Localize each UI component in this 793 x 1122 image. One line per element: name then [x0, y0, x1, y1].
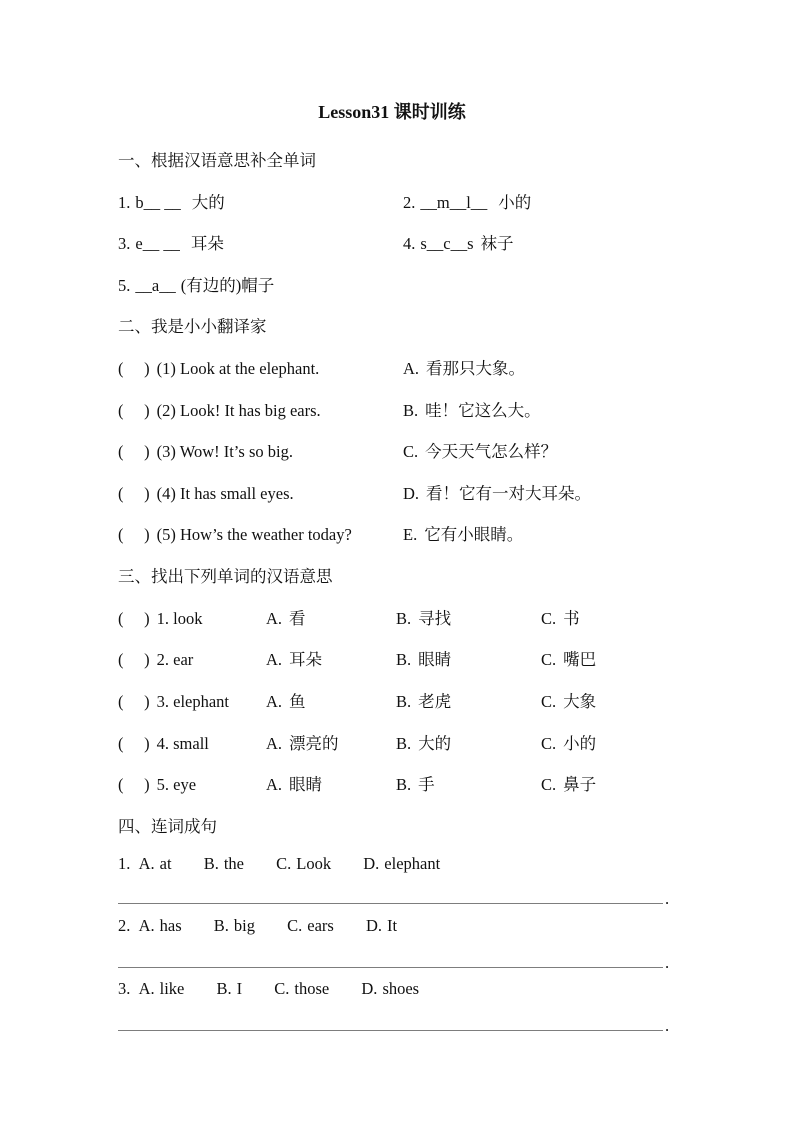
option-label: A. [266, 609, 283, 628]
answer-bracket: ( ) [118, 650, 150, 669]
write-line [118, 958, 663, 968]
option-text: 漂亮的 [289, 734, 339, 753]
item-number: 2. [403, 193, 416, 212]
translate-option [403, 441, 557, 463]
option-word: big [233, 916, 255, 935]
word-meaning: 袜子 [480, 234, 514, 253]
translate-option [403, 524, 523, 546]
section2-heading: 二、我是小小翻译家 [118, 317, 267, 336]
option-text: 鱼 [289, 692, 306, 711]
option-label: B. [396, 734, 412, 753]
answer-bracket: ( ) [118, 484, 150, 503]
option-label: C. [274, 979, 290, 998]
chinese-translation: 它有小眼睛。 [424, 525, 524, 544]
option-word: those [294, 979, 330, 998]
option-label: A. [138, 916, 155, 935]
option-label: C. [541, 650, 557, 669]
option-label: C. [541, 609, 557, 628]
option-text: 寻找 [418, 609, 452, 628]
word-option-d [366, 916, 397, 935]
option-text: 嘴巴 [563, 650, 597, 669]
choice-a [266, 691, 306, 713]
option-label: B. [403, 401, 419, 420]
arrange-row-1 [118, 853, 678, 875]
option-label: B. [396, 692, 412, 711]
translate-option [403, 358, 525, 380]
line-period: . [665, 1016, 670, 1035]
option-label: C. [541, 734, 557, 753]
item-number: 4. [403, 234, 416, 253]
answer-line-3 [118, 1016, 669, 1036]
translate-sentence [118, 441, 293, 463]
fill-item-2 [403, 192, 531, 214]
fill-item-1 [118, 192, 225, 214]
section4-heading: 四、连词成句 [118, 817, 217, 836]
word-option-d [363, 854, 440, 873]
option-text: 小的 [563, 734, 597, 753]
choice-a [266, 608, 306, 630]
section1-heading: 一、根据汉语意思补全单词 [118, 151, 316, 170]
vocab-item [118, 733, 209, 755]
option-label: D. [361, 979, 378, 998]
fill-blank-word: s__c__s [420, 234, 474, 253]
option-text: 大的 [418, 734, 452, 753]
vocab-word: 3. elephant [156, 692, 230, 711]
option-word: like [159, 979, 185, 998]
answer-bracket: ( ) [118, 692, 150, 711]
vocab-item [118, 608, 202, 630]
option-text: 眼睛 [418, 650, 452, 669]
english-sentence: (5) How’s the weather today? [156, 525, 352, 544]
option-word: has [159, 916, 182, 935]
chinese-translation: 看！它有一对大耳朵。 [426, 484, 592, 503]
option-word: It [387, 916, 398, 935]
option-label: B. [216, 979, 232, 998]
option-word: at [159, 854, 172, 873]
option-label: C. [403, 442, 419, 461]
translate-option [403, 400, 541, 422]
word-option-a [139, 979, 185, 998]
translate-sentence [118, 524, 352, 546]
fill-blank-word: __a__ [135, 276, 176, 295]
section3-heading: 三、找出下列单词的汉语意思 [118, 567, 333, 586]
option-label: E. [403, 525, 418, 544]
option-label: A. [266, 775, 283, 794]
choice-c [541, 733, 596, 755]
choice-a [266, 649, 322, 671]
arrange-row-3 [118, 978, 678, 1000]
option-label: A. [138, 979, 155, 998]
option-text: 看 [289, 609, 306, 628]
vocab-item [118, 774, 196, 796]
option-label: D. [403, 484, 420, 503]
option-label: C. [541, 775, 557, 794]
word-option-a [139, 916, 182, 935]
choice-b [396, 649, 451, 671]
line-period: . [665, 953, 670, 972]
word-meaning: 大的 [191, 193, 225, 212]
english-sentence: (3) Wow! It’s so big. [156, 442, 293, 461]
option-label: D. [365, 916, 383, 935]
option-word: elephant [384, 854, 441, 873]
item-number: 1. [118, 193, 131, 212]
choice-c [541, 691, 596, 713]
word-option-c [274, 979, 329, 998]
word-option-a [139, 854, 172, 873]
item-number: 2. [118, 916, 131, 935]
option-word: shoes [382, 979, 420, 998]
choice-b [396, 774, 435, 796]
item-number: 3. [118, 979, 131, 998]
arrange-row-2 [118, 915, 678, 937]
translate-option [403, 483, 591, 505]
vocab-word: 5. eye [156, 775, 197, 794]
vocab-word: 4. small [156, 734, 209, 753]
write-line [118, 894, 663, 904]
word-option-b [204, 854, 244, 873]
option-label: B. [396, 775, 412, 794]
word-meaning: (有边的)帽子 [180, 276, 275, 295]
translate-sentence [118, 400, 321, 422]
choice-a [266, 774, 322, 796]
chinese-translation: 看那只大象。 [426, 359, 526, 378]
fill-item-4 [403, 233, 514, 255]
option-word: I [236, 979, 243, 998]
word-option-d [361, 979, 419, 998]
choice-b [396, 608, 451, 630]
chinese-translation: 哇！它这么大。 [425, 401, 541, 420]
option-text: 大象 [563, 692, 597, 711]
english-sentence: (4) It has small eyes. [156, 484, 294, 503]
translate-sentence [118, 358, 319, 380]
option-text: 手 [418, 775, 435, 794]
answer-bracket: ( ) [118, 359, 150, 378]
option-label: A. [138, 854, 155, 873]
option-label: A. [266, 734, 283, 753]
answer-bracket: ( ) [118, 609, 150, 628]
word-meaning: 耳朵 [190, 234, 224, 253]
answer-bracket: ( ) [118, 734, 150, 753]
option-text: 耳朵 [289, 650, 323, 669]
option-label: A. [266, 650, 283, 669]
option-word: Look [296, 854, 332, 873]
option-text: 书 [563, 609, 580, 628]
option-text: 眼睛 [289, 775, 323, 794]
option-label: D. [363, 854, 380, 873]
answer-bracket: ( ) [118, 525, 150, 544]
answer-line-1 [118, 889, 669, 909]
word-option-b [217, 979, 243, 998]
choice-b [396, 691, 451, 713]
choice-c [541, 649, 596, 671]
english-sentence: (2) Look! It has big ears. [156, 401, 321, 420]
option-label: C. [287, 916, 303, 935]
fill-item-5 [118, 275, 274, 297]
option-label: A. [266, 692, 283, 711]
fill-blank-word: e__ __ [135, 234, 180, 253]
option-label: C. [276, 854, 292, 873]
vocab-word: 2. ear [156, 650, 194, 669]
page-title: Lesson31 课时训练 [318, 102, 466, 122]
answer-line-2 [118, 953, 669, 973]
item-number: 3. [118, 234, 131, 253]
english-sentence: (1) Look at the elephant. [156, 359, 320, 378]
option-word: the [223, 854, 244, 873]
vocab-item [118, 691, 229, 713]
option-label: A. [403, 359, 420, 378]
fill-item-3 [118, 233, 224, 255]
word-option-c [276, 854, 331, 873]
option-label: B. [213, 916, 229, 935]
choice-b [396, 733, 451, 755]
option-label: B. [203, 854, 219, 873]
fill-blank-word: b__ __ [135, 193, 181, 212]
answer-bracket: ( ) [118, 442, 150, 461]
option-label: C. [541, 692, 557, 711]
option-text: 鼻子 [563, 775, 597, 794]
fill-blank-word: __m__l__ [420, 193, 488, 212]
answer-bracket: ( ) [118, 401, 150, 420]
choice-a [266, 733, 339, 755]
vocab-item [118, 649, 193, 671]
translate-sentence [118, 483, 294, 505]
write-line [118, 1021, 663, 1031]
word-option-c [287, 916, 334, 935]
word-meaning: 小的 [498, 193, 532, 212]
option-label: B. [396, 650, 412, 669]
choice-c [541, 608, 580, 630]
word-option-b [214, 916, 255, 935]
choice-c [541, 774, 596, 796]
option-word: ears [307, 916, 334, 935]
chinese-translation: 今天天气怎么样？ [425, 442, 558, 461]
item-number: 1. [118, 854, 131, 873]
option-label: B. [396, 609, 412, 628]
answer-bracket: ( ) [118, 775, 150, 794]
option-text: 老虎 [418, 692, 452, 711]
vocab-word: 1. look [156, 609, 203, 628]
line-period: . [665, 889, 670, 908]
item-number: 5. [118, 276, 131, 295]
